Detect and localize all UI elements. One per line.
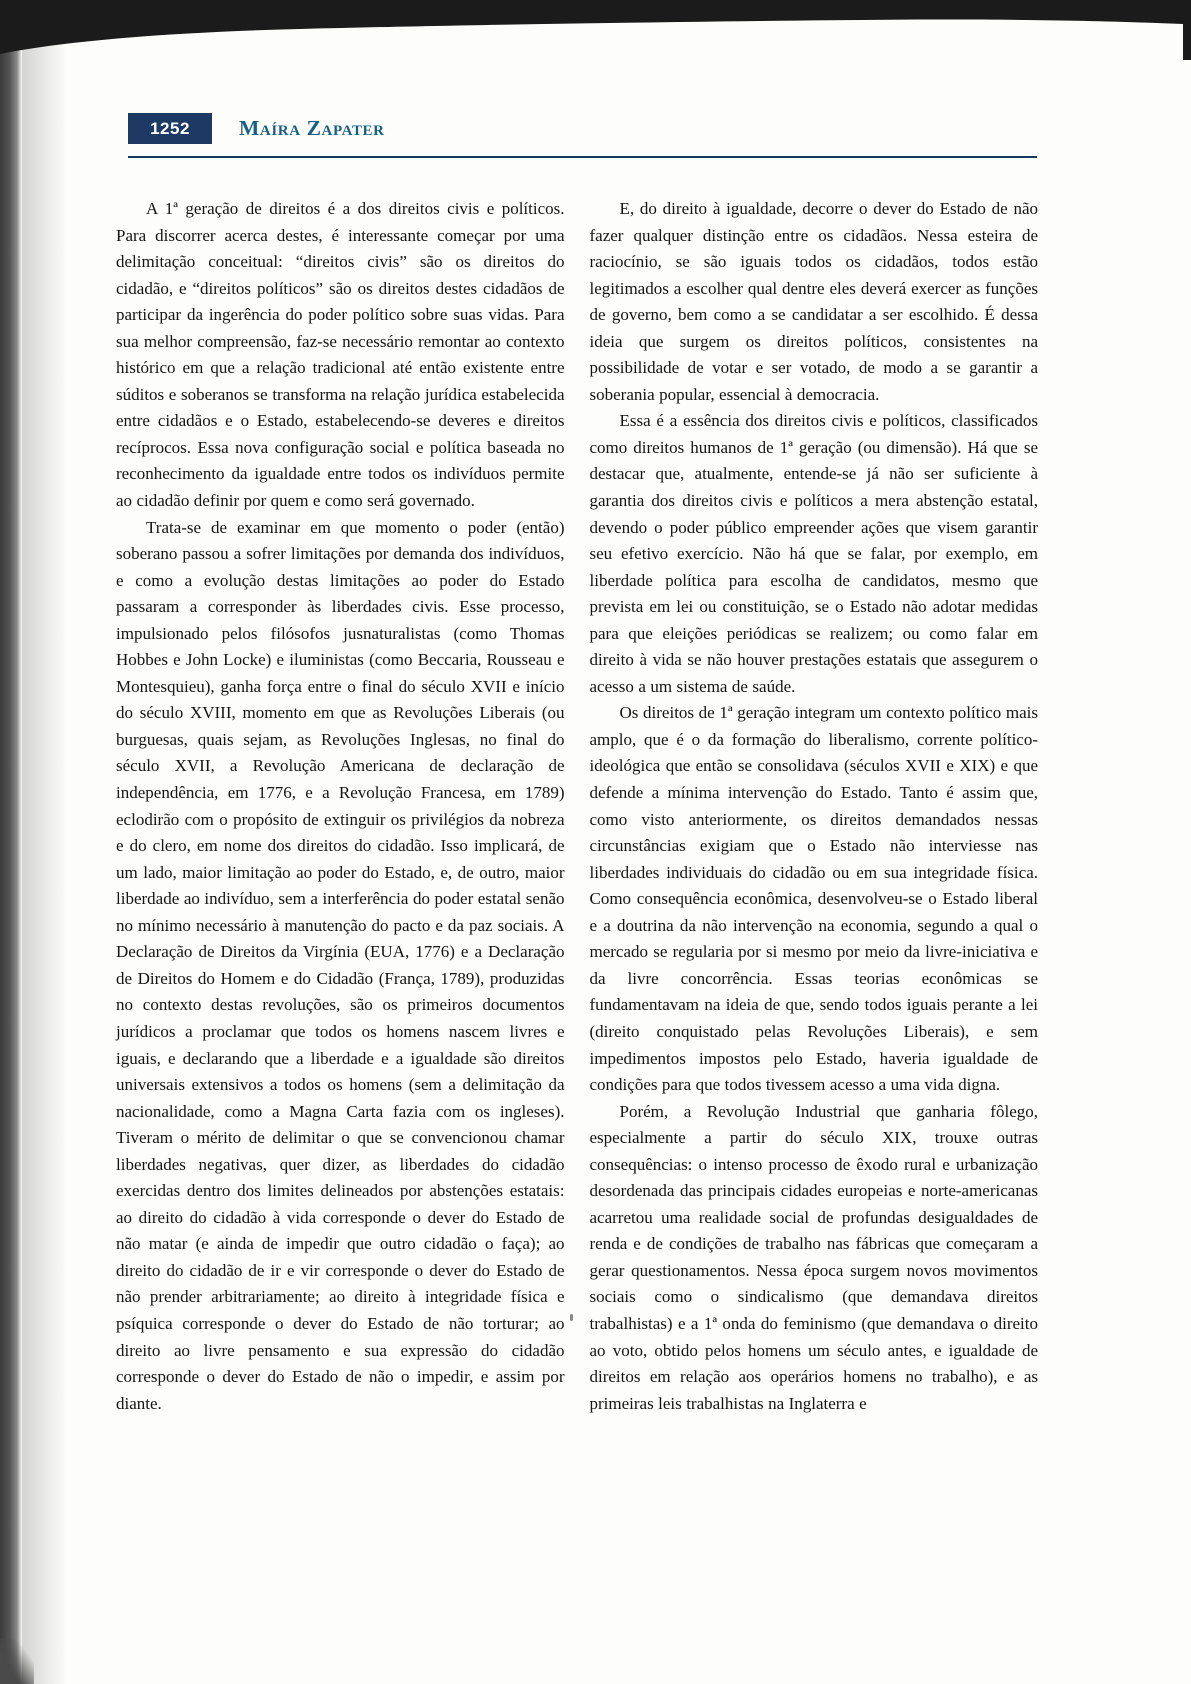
author-name: Maíra Zapater: [239, 116, 385, 140]
scan-edge-left-shadow: [22, 40, 68, 1684]
paragraph: A 1ª geração de direitos é a dos direitos civis e políticos. Para discorrer acerca destes, é interessante começar por uma delimitação conceitual: “direitos civis” são os direitos do cidadão, e “direitos políticos” são os direitos destes cidadãos de participar da ingerência do poder político sobre suas vidas. Para sua melhor compreensão, faz-se necessário remontar ao contexto histórico em que a relação tradicional até então existente entre súditos e soberanos se transforma na relação jurídica estabelecida entre cidadãos e o Estado, estabelecendo-se deveres e direitos recíprocos. Essa nova configuração social e política baseada no reconhecimento da igualdade entre todos os indivíduos permite ao cidadão definir por quem e como será governado.: [116, 199, 565, 511]
scan-edge-left: [0, 0, 22, 1684]
scan-edge-top: [0, 0, 1191, 70]
paragraph: Trata-se de examinar em que momento o poder (então) soberano passou a sofrer limitações por demanda dos indivíduos, e como a evolução destas limitações ao poder do Estado passaram a corresponder às liberdades civis. Esse processo, impulsionado pelos filósofos jusnaturalistas (como Thomas Hobbes e John Locke) e iluministas (como Beccaria, Rousseau e Montesquieu), ganha força entre o final do século XVII e início do século XVIII, momento em que as Revoluções Liberais (ou burguesas, quais sejam, as Revoluções Inglesas, no final do século XVII, a Revolução Americana de declaração de independência, em 1776, e a Revolução Francesa, em 1789) eclodirão com o propósito de extinguir os privilégios da nobreza e do clero, em nome dos direitos do cidadão. Isso implicará, de um lado, maior limitação ao poder do Estado, e, de outro, maior liberdade ao indivíduo, sem a interferência do poder estatal senão no mínimo necessário à manutenção do pacto e da paz sociais. A Declaração de Direitos da Virgínia (EUA, 1776) e a Declaração de Direitos do Homem e do Cidadão (França, 1789), produzidas no contexto destas revoluções, são os primeiros documentos jurídicos a proclamar que todos os homens nascem livres e iguais, e declarando que a liberdade e a igualdade são direitos universais extensivos a todos os homens (sem a delimitação da nacionalidade, como a Magna Carta fazia com os ingleses). Tiveram o mérito de delimitar o que se convencionou chamar liberdades negativas, quer dizer, as liberdades do cidadão exercidas dentro dos limites delineados por abstenções estatais: ao direito do cidadão à vida corresponde o dever do Estado de não matar (e ainda de impedir que outro cidadão o faça); ao direito do cidadão de ir e vir corresponde o dever do Estado de não prender arbitrariamente; ao direito à integridade física e psíquica corresponde o dever do Estado de não torturar; ao direito ao livre pensamento e sua expressão do cidadão corresponde o dever do Estado de não o impedir, e assim por diante.: [116, 517, 565, 1413]
page-header: [128, 113, 1037, 144]
paragraph: Porém, a Revolução Industrial que ganharia fôlego, especialmente a partir do século XIX, trouxe outras consequências: o intenso processo de êxodo rural e urbanização desordenada das principais cidades europeias e norte-americanas acarretou uma realidade social de profundas desigualdades de renda e de condições de trabalho nas fábricas que começaram a gerar questionamentos. Nessa época surgem novos movimentos sociais como o sindicalismo (que demandava direitos trabalhistas) e a 1ª onda do feminismo (que demandava o direito ao voto, obtido pelos homens um século antes, e igualdade de direitos em relação aos operários homens no trabalho), e as primeiras leis trabalhistas na Inglaterra e: [589, 1101, 1038, 1413]
paragraph: Essa é a essência dos direitos civis e políticos, classificados como direitos humanos de 1ª geração (ou dimensão). Há que se destacar que, atualmente, entende-se já não ser suficiente à garantia dos direitos civis e políticos a mera abstenção estatal, devendo o poder público empreender ações que visem garantir seu efetivo exercício. Não há que se falar, por exemplo, em liberdade política para escolha de candidatos, mesmo que prevista em lei ou constituição, se o Estado não adotar medidas para que eleições periódicas se realizem; ou como falar em direito à vida se não houver prestações estatais que assegurem o acesso a um sistema de saúde.: [589, 411, 1038, 696]
paragraph: E, do direito à igualdade, decorre o dever do Estado de não fazer qualquer distinção entre os cidadãos. Nessa esteira de raciocínio, se são iguais todos os cidadãos, todos estão legitimados a escolher qual dentre eles deverá exercer as funções de governo, bem como a se candidatar a ser escolhido. É dessa ideia que surgem os direitos políticos, consistentes na possibilidade de votar e ser votado, de modo a se garantir a soberania popular, essencial à democracia.: [589, 199, 1038, 404]
page-number: 1252: [150, 118, 190, 138]
right-column: [590, 196, 1039, 1417]
scan-edge-bottom-left: [0, 1638, 34, 1684]
left-column: [116, 196, 565, 1417]
page-content: [116, 196, 1038, 1417]
paragraph: Os direitos de 1ª geração integram um contexto político mais amplo, que é o da formação do liberalismo, corrente político-ideológica que então se consolidava (séculos XVII e XIX) e que defende a mínima intervenção do Estado. Tanto é assim que, como visto anteriormente, os direitos demandados nessas circunstâncias exigiam que o Estado não interviesse nas liberdades individuais do cidadão ou em sua integridade física. Como consequência econômica, desenvolveu-se o Estado liberal e a doutrina da não intervenção na economia, segundo a qual o mercado se regularia por si mesmo por meio da livre-iniciativa e da livre concorrência. Essas teorias econômicas se fundamentavam na ideia de que, sendo todos iguais perante a lei (direito conquistado pelas Revoluções Liberais), e sem impedimentos impostos pelo Estado, haveria igualdade de condições para que todos tivessem acesso a uma vida digna.: [589, 703, 1038, 1095]
header-rule: [128, 156, 1037, 158]
page-number-badge: [128, 113, 212, 144]
